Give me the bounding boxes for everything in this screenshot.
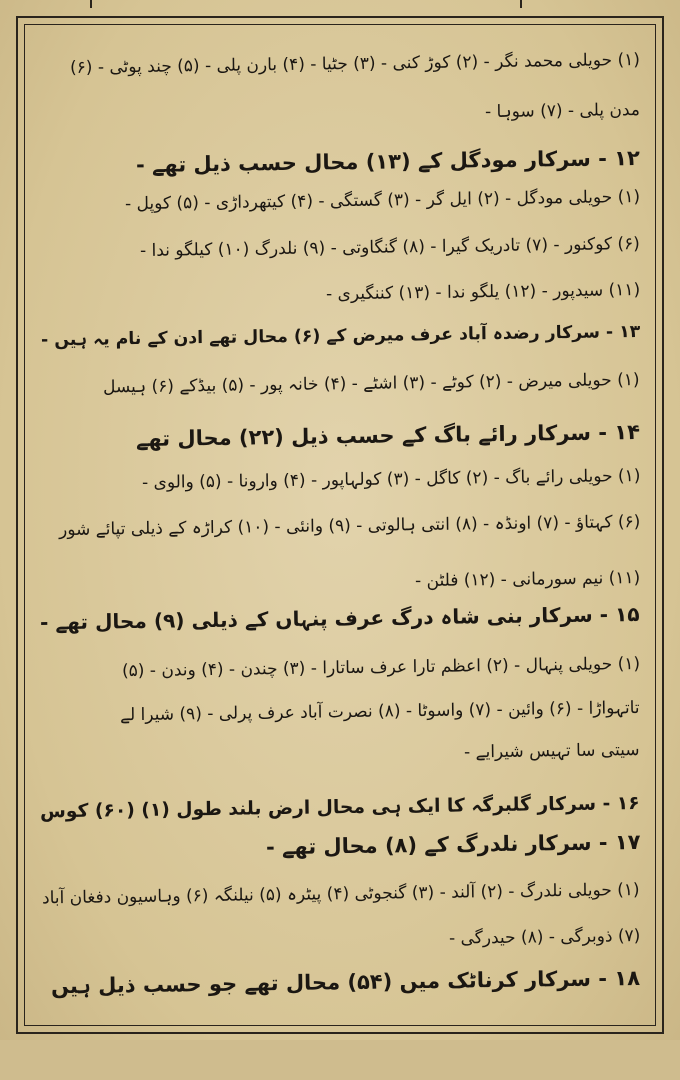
text-line: (۶) کہتاؤ - (۷) اونڈہ - (۸) انتی ہالوتی - (۹) وانئی - (۱۰) کراڑہ کے ذیلی تپائے شور <box>58 512 641 541</box>
text-line: (۱۱) سیدپور - (۱۲) یلگو ندا - (۱۳) کننگیری - <box>325 280 641 305</box>
text-line: (۱) حویلی نلدرگ - (۲) آلند - (۳) گنجوٹی (۴) پیٹرہ (۵) نیلنگہ (۶) وہاسیون دفغان آباد <box>42 880 641 909</box>
text-line: (۱) حویلی پنہال - (۲) اعظم تارا عرف ساتارا - (۳) چندن - (۴) وندن - (۵) <box>121 654 641 682</box>
text-line: (۷) ذوبرگی - (۸) حیدرگی - <box>448 926 641 949</box>
text-line: مدن پلی - (۷) سوہا - <box>484 100 641 123</box>
text-line: تاتہواڑا - (۶) وائین - (۷) واسوٹا - (۸) نصرت آباد عرف پرلی - (۹) شیرا لے <box>120 698 641 726</box>
text-line: سیتی سا تہیس شیرایے - <box>464 740 641 763</box>
top-edge-mark <box>90 0 92 8</box>
section-heading: ۱۲ - سرکار مودگل کے (۱۳) محال حسب ذیل تھے - <box>136 146 641 178</box>
top-edge-mark <box>520 0 522 8</box>
text-line: (۱) حویلی میرض - (۲) کوٹے - (۳) اشٹے - (۴) خانہ پور - (۵) بیڈکے (۶) ہیسل <box>103 370 641 398</box>
text-line: (۱۱) نیم سورمانی - (۱۲) فلٹن - <box>414 568 641 592</box>
section-heading: ۱۴ - سرکار رائے باگ کے حسب ذیل (۲۲) محال تھے <box>135 420 641 452</box>
section-heading: ۱۳ - سرکار رضدہ آباد عرف میرض کے (۶) محال تھے ادن کے نام یہ ہیں - <box>40 322 641 351</box>
section-heading: ۱۸ - سرکار کرناٹک میں (۵۴) محال تھے جو حسب ذیل ہیں <box>50 966 641 999</box>
text-line: (۶) کوکنور - (۷) تادریک گیرا - (۸) گنگاوتی - (۹) نلدرگ (۱۰) کیلگو ندا - <box>140 234 641 261</box>
text-line: (۱) حویلی رائے باگ - (۲) کاگل - (۳) کولہاپور - (۴) وارونا - (۵) والوی - <box>141 466 641 493</box>
section-heading: ۱۶ - سرکار گلبرگہ کا ایک ہی محال ارض بلند طول (۱) (۶۰) کوس <box>40 793 641 823</box>
page-bottom-margin <box>0 1040 680 1080</box>
section-heading: ۱۷ - سرکار نلدرگ کے (۸) محال تھے - <box>265 830 641 860</box>
text-line: (۱) حویلی مودگل - (۲) ایل گر - (۳) گستگی - (۴) کیتھرداڑی - (۵) کوپل - <box>124 187 641 215</box>
section-heading: ۱۵ - سرکار بنی شاہ درگ عرف پنہاں کے ذیلی (۹) محال تھے - <box>40 602 641 635</box>
text-line: (۱) حویلی محمد نگر - (۲) کوڑ کنی - (۳) جٹیا - (۴) بارن پلی - (۵) چند پوٹی - (۶) <box>69 50 641 78</box>
